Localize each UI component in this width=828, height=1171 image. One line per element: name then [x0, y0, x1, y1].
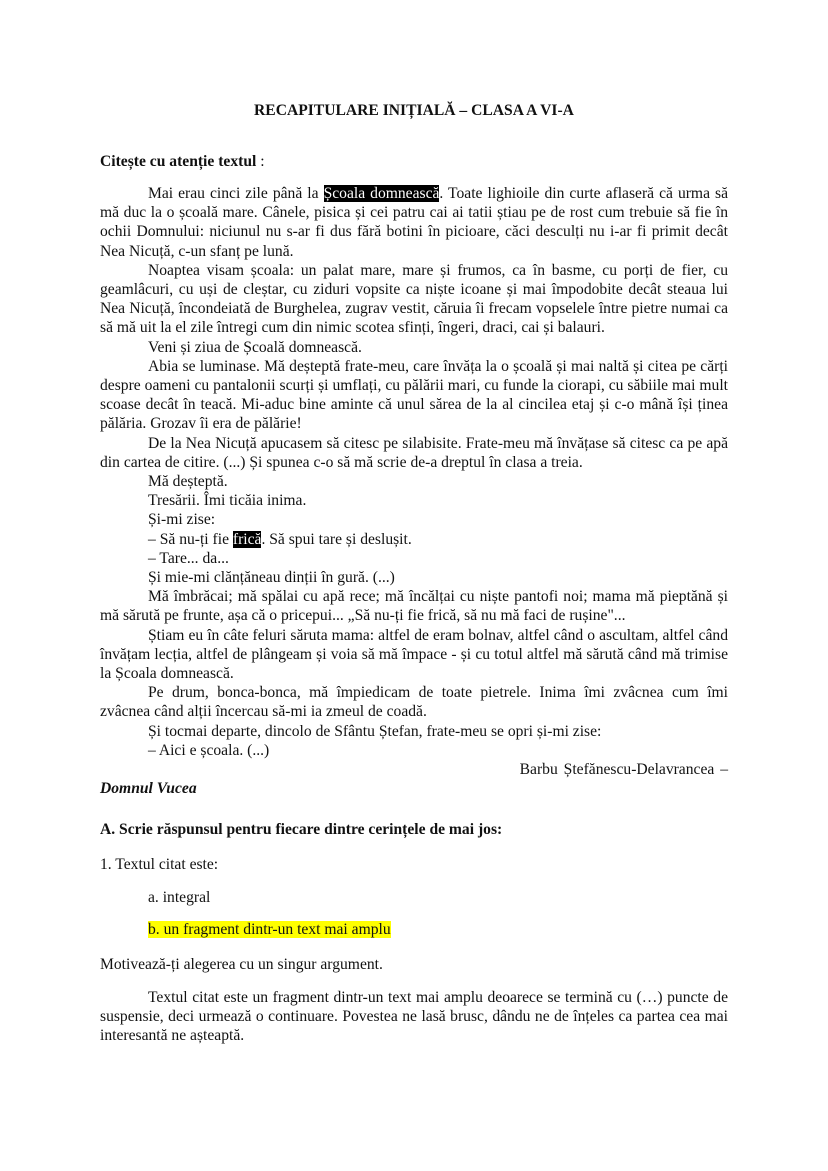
motivate-prompt: Motivează-ți alegerea cu un singur argument. [100, 956, 383, 973]
passage-paragraph-13: Știam eu în câte feluri săruta mama: altfel de eram bolnav, altfel când o ascultam, altfel când învățam lecția, altfel de plângeam și voia să mă împace - și cu totul altfel mă sărută când mă trimise la Școala domnească. [100, 626, 728, 683]
paragraph-text: . Să spui tare și deslușit. [261, 530, 412, 548]
passage-paragraph-5: De la Nea Nicuță apucasem să citesc pe silabisite. Frate-meu mă învățase să citesc ca pe apă din cartea de citire. (...) Și spunea c-o să mă scrie de-a dreptul în clasa a treia. [100, 434, 728, 471]
passage-paragraph-9 [100, 530, 728, 549]
highlighted-word: frică [232, 530, 262, 548]
passage-paragraph-7: Tresării. Îmi ticăia inima. [148, 492, 307, 510]
instruction-colon: : [256, 153, 265, 170]
option-b-label: b. un fragment dintr-un text mai amplu [148, 921, 391, 938]
section-a-heading: A. Scrie răspunsul pentru fiecare dintre cerințele de mai jos: [100, 821, 503, 838]
passage-paragraph-12: Mă îmbrăcai; mă spălai cu apă rece; mă încălțai cu niște pantofi noi; mama mă pieptănă și mă sărută pe frunte, așa că o pricepui... „Să nu-ți fie frică, să nu mă faci de rușine"... [100, 588, 728, 625]
passage-paragraph-2: Noaptea visam școala: un palat mare, mare și frumos, ca în basme, cu porți de fier, cu geamlâcuri, cu uși de cleștar, cu ziduri vopsite ca niște icoane și mai împodobite decât steaua lui Nea Nicuță, încondeiată de Burghelea, zugrav vestit, căruia îi frecam vopselele între pietre numai ca să mă uit la el zile întregi cum din nimic scotea sfinți, îngeri, draci, cai și balauri. [100, 261, 728, 337]
option-a: a. integral [148, 889, 211, 906]
passage-paragraph-10: – Tare... da... [148, 549, 229, 567]
passage-paragraph-1 [100, 184, 728, 261]
passage [100, 184, 728, 799]
question-1: 1. Textul citat este: [100, 856, 219, 873]
passage-paragraph-16: – Aici e școala. (...) [148, 741, 270, 759]
option-b-selected [148, 920, 391, 939]
paragraph-text: – Să nu-ți fie [148, 530, 233, 548]
passage-paragraph-6: Mă deșteptă. [148, 473, 228, 491]
highlighted-phrase: Școala domnească [323, 185, 440, 202]
passage-paragraph-15: Și tocmai departe, dincolo de Sfântu Ștefan, frate-meu se opri și-mi zise: [148, 722, 602, 740]
paragraph-text: Mai erau cinci zile până la [148, 185, 324, 202]
answer-text: Textul citat este un fragment dintr-un text mai amplu deoarece se termină cu (…) puncte de suspensie, deci urmează o continuare. Povestea ne lasă brusc, dându ne de înțeles ca partea cea mai interesantă ne așteaptă. [100, 989, 728, 1045]
work-title: Domnul Vucea [100, 780, 197, 798]
page-title: RECAPITULARE INIȚIALĂ – CLASA A VI-A [254, 102, 574, 119]
passage-paragraph-4: Abia se luminase. Mă deșteptă frate-meu, care învăța la o școală și mai naltă și citea pe cărți despre oameni cu pantalonii scurți și umflați, cu pălării mari, cu funde la ciorapi, cu săbiile mai mult scoase decât în teacă. Mi-aduc bine aminte că unul sărea de la al cincilea etaj și c-o mână își ținea pălăria. Grozav îi era de pălărie! [100, 357, 728, 433]
reading-instruction [100, 152, 265, 171]
passage-paragraph-11: Și mie-mi clănțăneau dinții în gură. (...) [148, 569, 395, 587]
instruction-label: Citește cu atenție textul [100, 153, 257, 170]
passage-paragraph-3: Veni și ziua de Școală domnească. [148, 338, 362, 356]
paragraph-text: . Toate lighioile din curte aflaseră că urma să mă duc la o școală mare. Cânele, pisica și cei patru cai ai tatii știau pe de rost cum trebuie să fie în ochii Domnului: niciunul nu s-ar fi dus fără botini în picioare, căci desculți nu i-ar fi primit decât Nea Nicuță, c-un sfanț pe lună. [100, 185, 728, 260]
passage-paragraph-14: Pe drum, bonca-bonca, mă împiedicam de toate pietrele. Inima îmi zvâcnea cum îmi zvâcnea când alții încercau să-mi ia zmeul de coadă. [100, 684, 728, 721]
passage-paragraph-8: Și-mi zise: [148, 511, 216, 529]
author-name: Barbu Ștefănescu-Delavrancea – [519, 761, 728, 779]
